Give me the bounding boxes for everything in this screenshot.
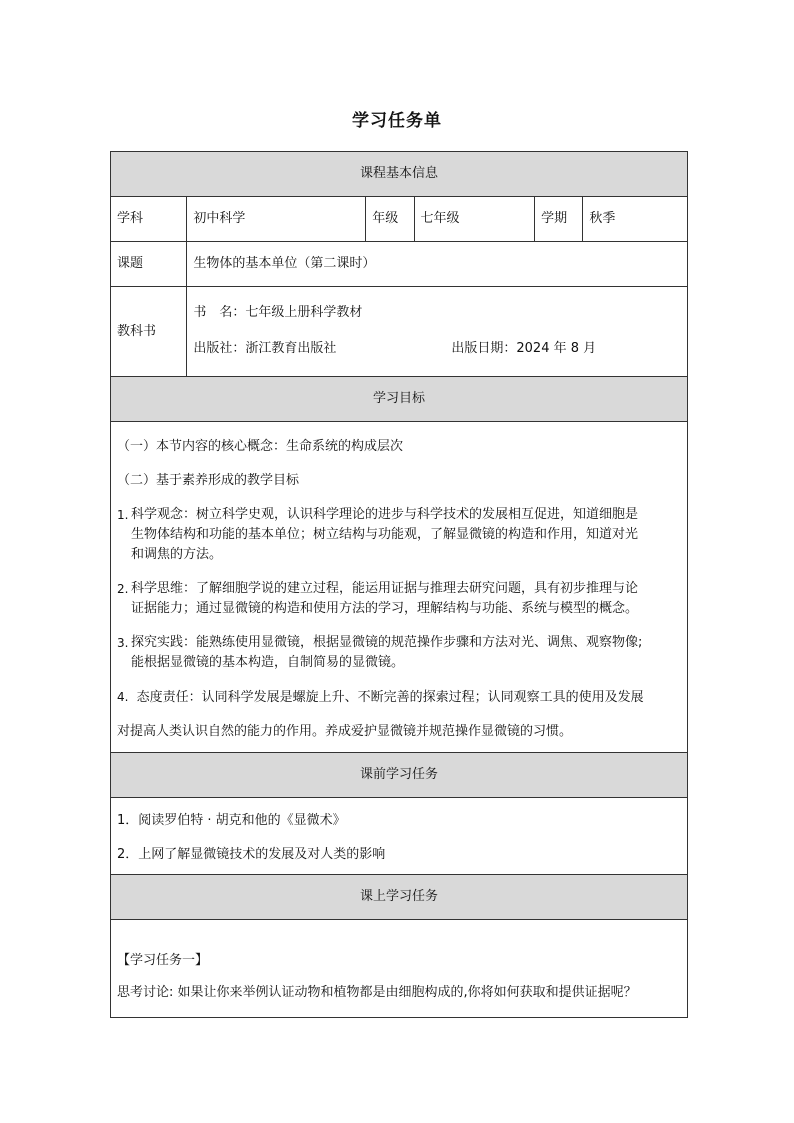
goal-text-first-line: 态度责任：认同科学发展是螺旋上升、不断完善的探索过程；认同观察工具的使用及发展 <box>136 689 644 705</box>
goal-item <box>117 687 681 742</box>
publication-date: 出版日期：2024 年 8 月 <box>451 340 597 356</box>
goal-text <box>117 687 681 708</box>
publisher: 出版社：浙江教育出版社 <box>193 340 337 356</box>
subject-label: 学科 <box>111 197 187 242</box>
task-sheet-table <box>110 151 688 1018</box>
section-header-pre-class-tasks: 课前学习任务 <box>111 753 688 798</box>
info-row-topic <box>111 242 688 287</box>
pre-task-item: 2．上网了解显微镜技术的发展及对人类的影响 <box>117 847 386 862</box>
goal-text: 探究实践：能熟练使用显微镜，根据显微镜的规范操作步骤和方法对光、调焦、观察物像; <box>131 634 643 650</box>
goal-text: 科学观念：树立科学史观，认识科学理论的进步与科学技术的发展相互促进，知道细胞是 <box>131 506 639 522</box>
goal-text: 科学思维：了解细胞学说的建立过程，能运用证据与推理去研究问题，具有初步推理与论 <box>131 580 639 596</box>
textbook-details <box>187 287 688 377</box>
section-header-basic-info: 课程基本信息 <box>111 152 688 197</box>
pre-task-item: 1．阅读罗伯特 · 胡克和他的《显微术》 <box>117 813 346 828</box>
goal-number: 2. <box>117 581 129 596</box>
section-header-in-class-tasks: 课上学习任务 <box>111 875 688 920</box>
info-row-textbook <box>111 287 688 377</box>
in-class-tasks <box>111 920 688 1018</box>
goal-text: 证据能力；通过显微镜的构造和使用方法的学习，理解结构与功能、系统与模型的概念。 <box>131 600 639 616</box>
goal-text: 生物体结构和功能的基本单位；树立结构与功能观，了解显微镜的构造和作用，知道对光 <box>131 526 639 542</box>
page-title: 学习任务单 <box>352 111 442 131</box>
goal-item <box>117 505 681 565</box>
goal-item <box>117 579 681 619</box>
textbook-label: 教科书 <box>111 287 187 377</box>
goal-text: 能根据显微镜的基本构造，自制简易的显微镜。 <box>131 654 405 670</box>
goals-content <box>111 422 688 753</box>
info-row-subject <box>111 197 688 242</box>
literacy-heading: （二）基于素养形成的教学目标 <box>117 472 300 488</box>
discussion-question: 思考讨论: 如果让你来举例认证动物和植物都是由细胞构成的,你将如何获取和提供证据呢？ <box>117 984 637 1000</box>
goal-text: 对提高人类认识自然的能力的作用。养成爱护显微镜并规范操作显微镜的习惯。 <box>117 723 573 739</box>
pre-class-tasks <box>111 798 688 875</box>
goal-number: 1. <box>117 507 129 522</box>
book-name: 书 名：七年级上册科学教材 <box>193 304 363 320</box>
term-value: 秋季 <box>583 197 688 242</box>
section-header-goals: 学习目标 <box>111 377 688 422</box>
task-one-title: 【学习任务一】 <box>117 952 209 968</box>
topic-value: 生物体的基本单位（第二课时） <box>187 242 688 287</box>
goal-number: 4. <box>117 689 129 704</box>
grade-label: 年级 <box>366 197 414 242</box>
goal-text: 和调焦的方法。 <box>131 546 223 562</box>
term-label: 学期 <box>535 197 583 242</box>
grade-value: 七年级 <box>414 197 535 242</box>
core-concept: （一）本节内容的核心概念：生命系统的构成层次 <box>117 438 404 454</box>
goal-item <box>117 633 681 673</box>
topic-label: 课题 <box>111 242 187 287</box>
subject-value: 初中科学 <box>187 197 366 242</box>
goal-number: 3. <box>117 635 129 650</box>
